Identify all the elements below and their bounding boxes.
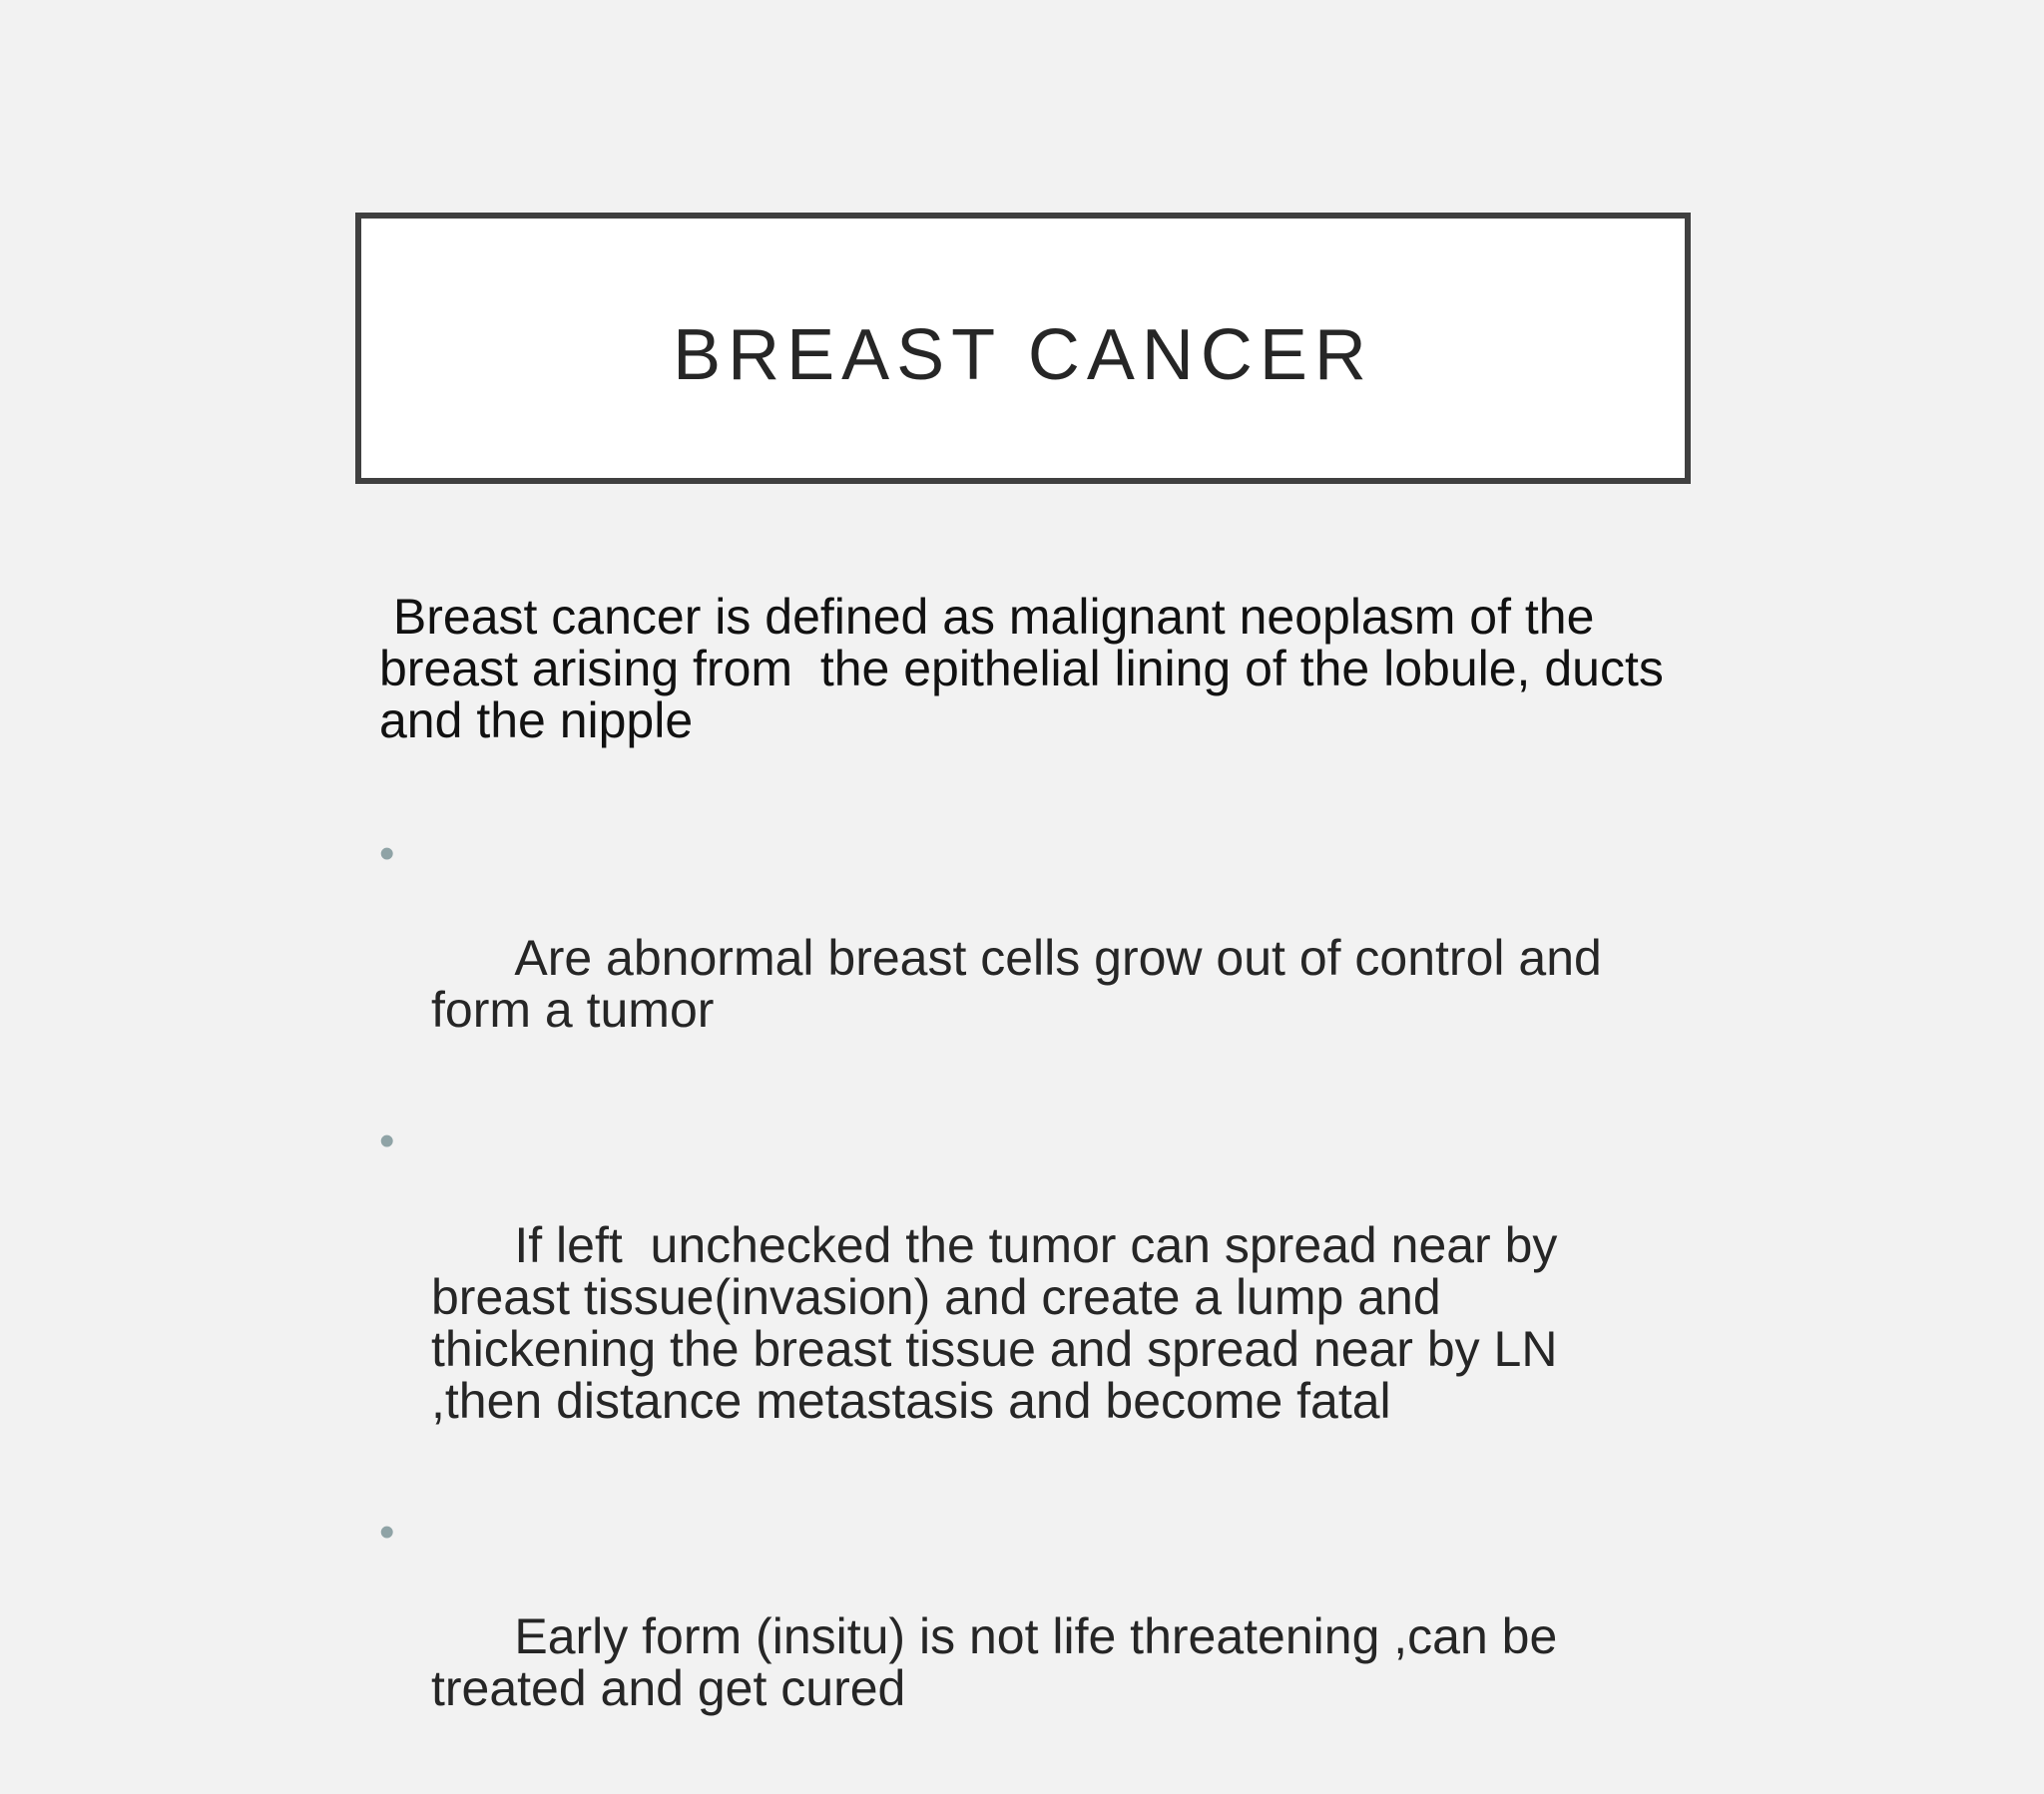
bullet-text: If left unchecked the tumor can spread near by breast tissue(invasion) and create a lump and thickening the breast tissue and spread near by LN ,then distance metastasis and become fatal xyxy=(431,1217,1572,1429)
intro-paragraph: Breast cancer is defined as malignant neoplasm of the breast arising from the epithelial lining of the lobule, ducts and the nipple xyxy=(379,589,1678,748)
title-box xyxy=(355,213,1691,484)
bullet-icon: • xyxy=(379,829,395,878)
bullet-item xyxy=(379,828,1677,1088)
slide-content xyxy=(379,591,1677,1794)
bullet-icon: • xyxy=(379,1508,395,1557)
bullet-icon: • xyxy=(379,1117,395,1165)
bullet-text: Are abnormal breast cells grow out of control and form a tumor xyxy=(431,930,1616,1038)
bullet-list xyxy=(379,828,1677,1766)
slide-title: BREAST CANCER xyxy=(673,315,1373,395)
bullet-item xyxy=(379,1507,1677,1766)
bullet-item xyxy=(379,1116,1677,1479)
bullet-text: Early form (insitu) is not life threatening ,can be treated and get cured xyxy=(431,1608,1572,1716)
